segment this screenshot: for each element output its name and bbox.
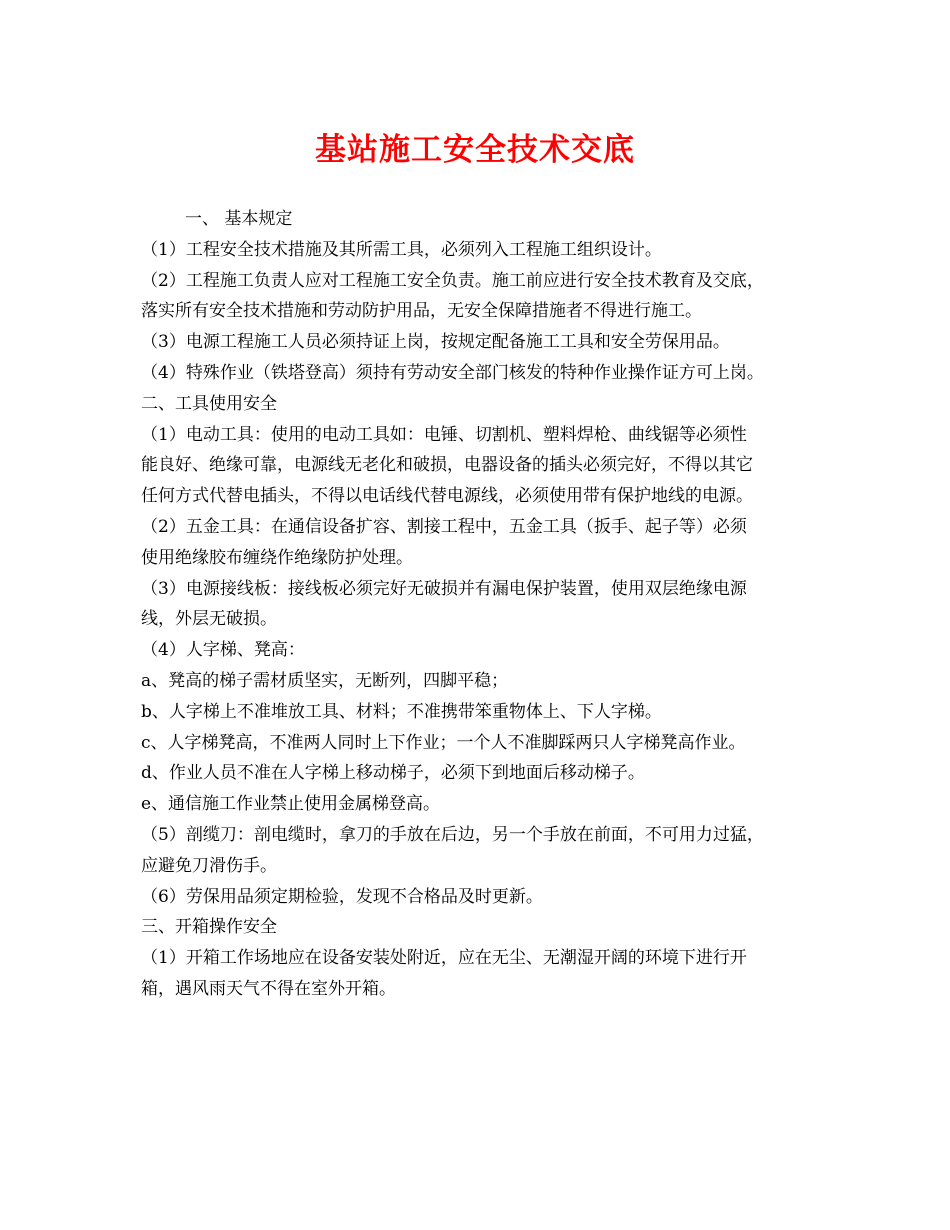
paragraph-line: （3）电源接线板：接线板必须完好无破损并有漏电保护装置，使用双层绝缘电源 <box>141 578 747 599</box>
paragraph-line: （2）工程施工负责人应对工程施工安全负责。施工前应进行安全技术教育及交底， <box>141 270 764 291</box>
paragraph-line: （5）剖缆刀：剖电缆时，拿刀的手放在后边，另一个手放在前面，不可用力过猛， <box>141 824 764 845</box>
paragraph-line: （6）劳保用品须定期检验，发现不合格品及时更新。 <box>141 886 543 907</box>
paragraph-line: d、作业人员不准在人字梯上移动梯子，必须下到地面后移动梯子。 <box>141 763 645 784</box>
paragraph-line: 能良好、绝缘可靠，电源线无老化和破损，电器设备的插头必须完好，不得以其它 <box>141 455 753 476</box>
paragraph-line: （2）五金工具：在通信设备扩容、割接工程中，五金工具（扳手、起子等）必须 <box>141 516 747 537</box>
paragraph-line: 落实所有安全技术措施和劳动防护用品，无安全保障措施者不得进行施工。 <box>141 301 702 322</box>
paragraph-line: 使用绝缘胶布缠绕作绝缘防护处理。 <box>141 547 413 568</box>
paragraph-line: b、人字梯上不准堆放工具、材料；不准携带笨重物体上、下人字梯。 <box>141 701 662 722</box>
document-title: 基站施工安全技术交底 <box>315 132 635 168</box>
section-heading-tool-safety: 二、工具使用安全 <box>141 393 277 414</box>
paragraph-line: 应避免刀滑伤手。 <box>141 855 277 876</box>
paragraph-line: （4）人字梯、凳高： <box>141 640 305 661</box>
paragraph-line: （1）电动工具：使用的电动工具如：电锤、切割机、塑料焊枪、曲线锯等必须性 <box>141 424 747 445</box>
paragraph-line: c、人字梯凳高，不准两人同时上下作业；一个人不准脚踩两只人字梯凳高作业。 <box>141 732 746 753</box>
paragraph-line: （1）工程安全技术措施及其所需工具，必须列入工程施工组织设计。 <box>141 239 662 260</box>
paragraph-line: 线，外层无破损。 <box>141 609 277 630</box>
paragraph-line: （1）开箱工作场地应在设备安装处附近，应在无尘、无潮湿开阔的环境下进行开 <box>141 948 747 969</box>
paragraph-line: （4）特殊作业（铁塔登高）须持有劳动安全部门核发的特种作业操作证方可上岗。 <box>141 362 764 383</box>
section-heading-basic-rules: 一、 基本规定 <box>185 209 293 229</box>
paragraph-line: 任何方式代替电插头，不得以电话线代替电源线，必须使用带有保护地线的电源。 <box>141 486 753 507</box>
paragraph-line: （3）电源工程施工人员必须持证上岗，按规定配备施工工具和安全劳保用品。 <box>141 332 730 353</box>
paragraph-line: e、通信施工作业禁止使用金属梯登高。 <box>141 794 441 815</box>
paragraph-line: 箱，遇风雨天气不得在室外开箱。 <box>141 978 396 999</box>
paragraph-line: a、凳高的梯子需材质坚实，无断列，四脚平稳； <box>141 670 509 691</box>
document-body <box>141 204 831 1005</box>
section-heading-unboxing-safety: 三、开箱操作安全 <box>141 917 277 938</box>
